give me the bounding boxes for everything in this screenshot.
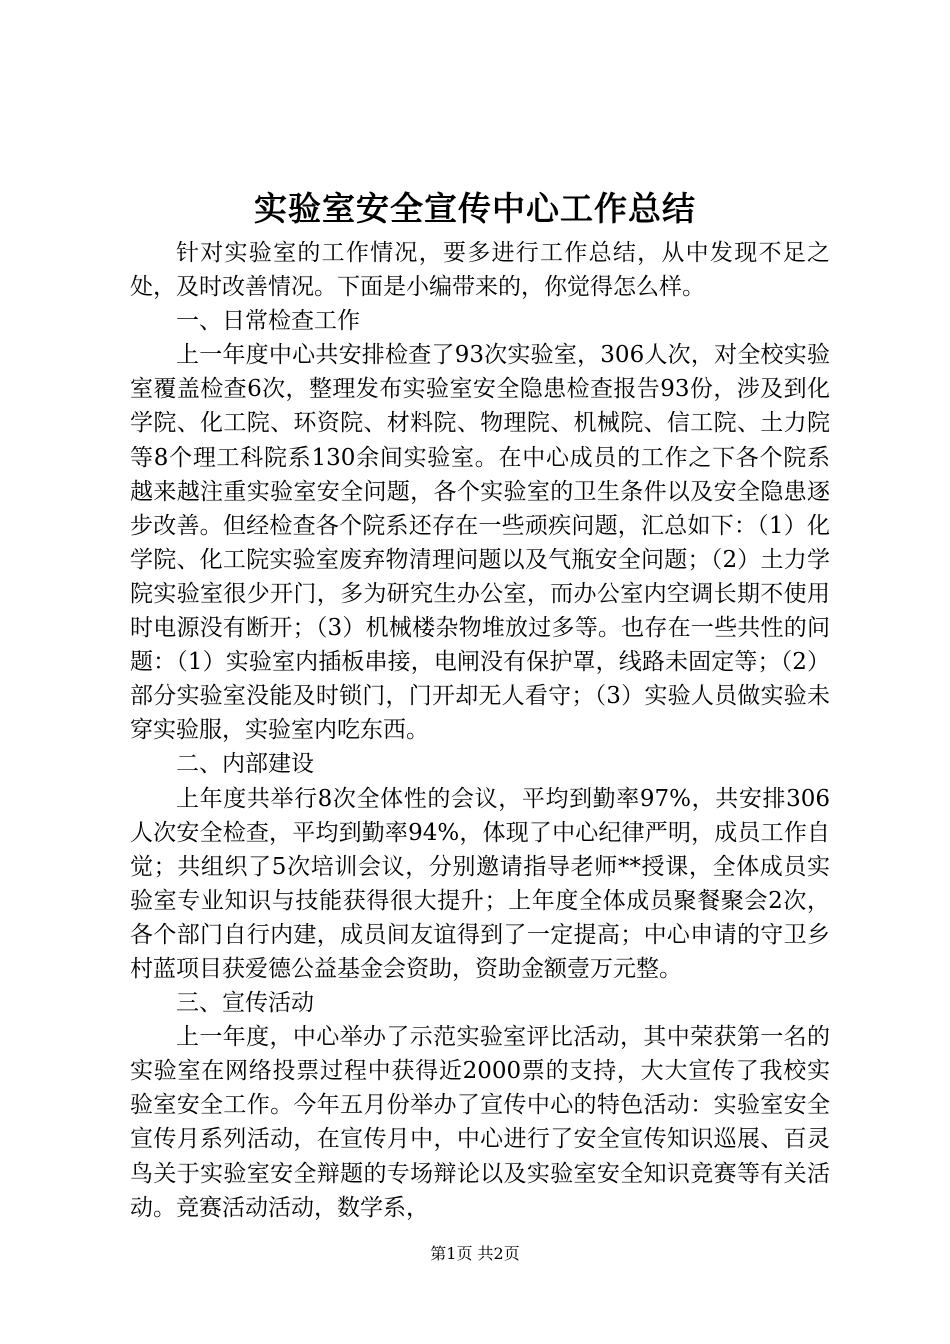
section-body-internal-building: 上年度共举行8次全体性的会议，平均到勤率97%，共安排306人次安全检查，平均到勤率94%，体现了中心纪律严明，成员工作自觉；共组织了5次培训会议，分别邀请指导老师**授课，全体成员实验室专业知识与技能获得很大提升；上年度全体成员聚餐聚会2次，各个部门自行内建，成员间友谊得到了一定提高；中心申请的守卫乡村蓝项目获爱德公益基金会资助，资助金额壹万元整。: [130, 785, 830, 982]
section-heading-publicity: 三、宣传活动: [176, 990, 314, 1017]
section-body-daily-inspection: 上一年度中心共安排检查了93次实验室，306人次，对全校实验室覆盖检查6次，整理发布实验室安全隐患检查报告93份，涉及到化学院、化工院、环资院、材料院、物理院、机械院、信工院、土力院等8个理工科院系130余间实验室。在中心成员的工作之下各个院系越来越注重实验室安全问题，各个实验室的卫生条件以及安全隐患逐步改善。但经检查各个院系还存在一些顽疾问题，汇总如下：（1）化学院、化工院实验室废弃物清理问题以及气瓶安全问题；（2）土力学院实验室很少开门，多为研究生办公室，而办公室内空调长期不使用时电源没有断开；（3）机械楼杂物堆放过多等。也存在一些共性的问题：（1）实验室内插板串接，电闸没有保护罩，线路未固定等；（2）部分实验室没能及时锁门，门开却无人看守；（3）实验人员做实验未穿实验服，实验室内吃东西。: [130, 342, 830, 744]
page-number-footer: 第1页 共2页: [430, 1244, 520, 1263]
document-title: 实验室安全宣传中心工作总结: [254, 189, 696, 228]
section-heading-daily-inspection: 一、日常检查工作: [176, 308, 360, 335]
intro-paragraph: 针对实验室的工作情况，要多进行工作总结，从中发现不足之处，及时改善情况。下面是小编带来的，你觉得怎么样。: [130, 240, 830, 301]
document-body: [130, 236, 830, 1225]
section-heading-internal-building: 二、内部建设: [176, 751, 314, 778]
section-body-publicity: 上一年度，中心举办了示范实验室评比活动，其中荣获第一名的实验室在网络投票过程中获得近2000票的支持，大大宣传了我校实验室安全工作。今年五月份举办了宣传中心的特色活动：实验室安全宣传月系列活动，在宣传月中，中心进行了安全宣传知识巡展、百灵鸟关于实验室安全辩题的专场辩论以及实验室安全知识竞赛等有关活动。竞赛活动活动，数学系，: [130, 1024, 830, 1221]
